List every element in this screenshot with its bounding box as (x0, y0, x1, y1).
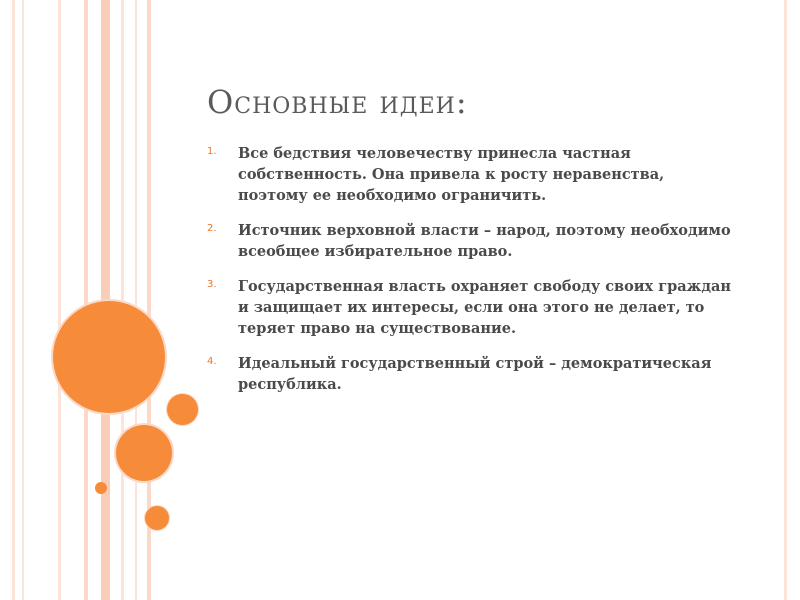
decor-circle-large (53, 301, 165, 413)
decor-stripe (12, 0, 15, 600)
decor-circle-small (145, 506, 169, 530)
list-item-text: Источник верховной власти – народ, поэтому необходимо всеобщее избирательное право. (238, 222, 731, 260)
list-item-text: Все бедствия человечеству принесла частная собственность. Она привела к росту неравенства, поэтому ее необходимо ограничить. (238, 145, 665, 204)
decor-stripe (121, 0, 124, 600)
decor-circle-small (167, 394, 198, 425)
slide-title: Основные идеи: (207, 83, 468, 121)
idea-list (207, 143, 732, 409)
list-item-number: 1. (207, 146, 217, 157)
decor-stripe (84, 0, 88, 600)
decor-stripe (58, 0, 61, 600)
decor-stripe (22, 0, 24, 600)
list-item-number: 2. (207, 223, 217, 234)
list-item (207, 353, 732, 395)
decor-circle-tiny (95, 482, 107, 494)
list-item (207, 276, 732, 339)
list-item-text: Идеальный государственный строй – демократическая республика. (238, 355, 712, 393)
list-item-number: 4. (207, 356, 217, 367)
decor-stripe (101, 0, 110, 600)
list-item (207, 220, 732, 262)
decor-stripe (135, 0, 137, 600)
list-item-number: 3. (207, 279, 217, 290)
decor-stripe (784, 0, 787, 600)
list-item (207, 143, 732, 206)
list-item-text: Государственная власть охраняет свободу своих граждан и защищает их интересы, если она этого не делает, то теряет право на существование. (238, 278, 731, 337)
decor-circle-medium (116, 425, 172, 481)
